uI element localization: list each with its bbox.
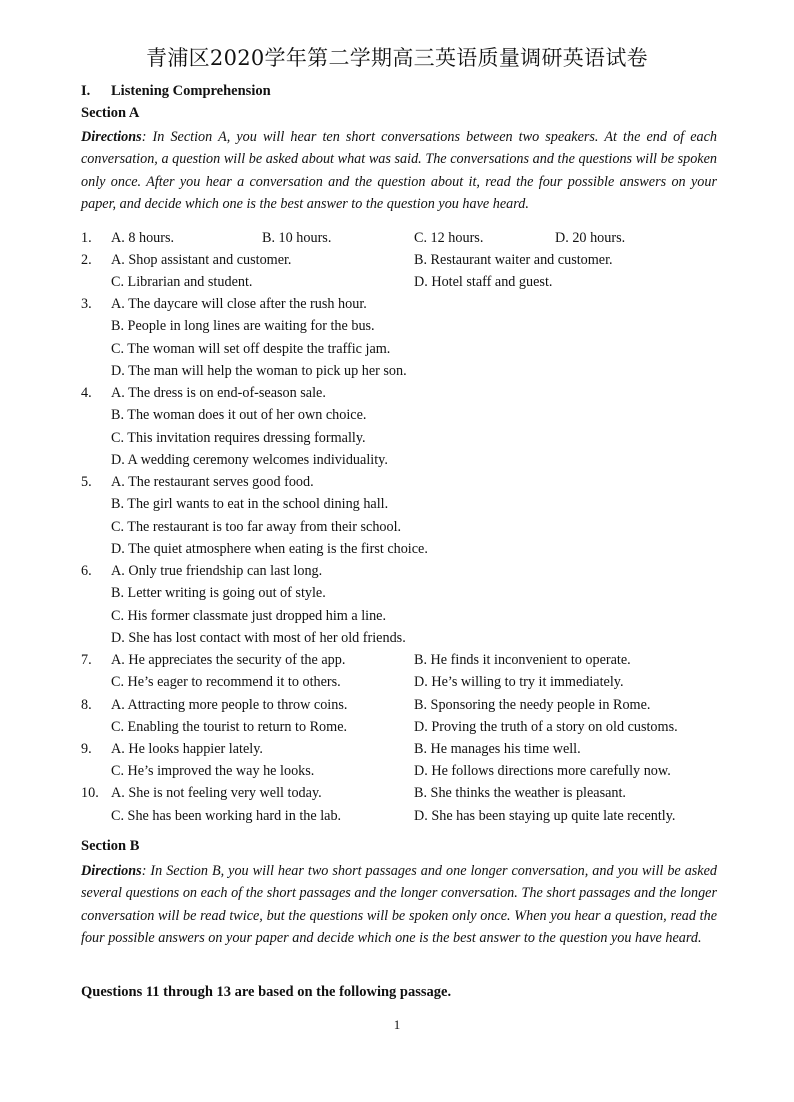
option-b: B. Letter writing is going out of style. bbox=[111, 585, 326, 601]
directions-text: : In Section B, you will hear two short passages and one longer conversation, and you will be asked several questions on each of the short passages and the longer conversation. The short passages and the longer conversation will be read twice, but the questions will be spoken only once. When you hear a question, read the four possible answers on your paper and decide which one is the best answer to the question you have heard. bbox=[81, 863, 717, 947]
option-b: B. The woman does it out of her own choice. bbox=[111, 407, 367, 423]
option-c: C. She has been working hard in the lab. bbox=[111, 808, 342, 824]
option-c: C. The woman will set off despite the traffic jam. bbox=[111, 341, 391, 357]
option-d: D. She has lost contact with most of her old friends. bbox=[111, 630, 406, 646]
passage-prompt: Questions 11 through 13 are based on the following passage. bbox=[81, 984, 452, 1000]
directions-text: : In Section A, you will hear ten short conversations between two speakers. At the end of each conversation, a question will be asked about what was said. The conversations and the questions will be spoken only once. After you hear a conversation and the question about it, read the four possible answers on your paper, and decide which one is the best answer to the question you have heard. bbox=[81, 129, 717, 213]
option-b: B. He finds it inconvenient to operate. bbox=[414, 652, 631, 668]
option-a: A. He looks happier lately. bbox=[111, 741, 263, 757]
option-c: C. This invitation requires dressing formally. bbox=[111, 430, 366, 446]
option-a: A. Attracting more people to throw coins. bbox=[111, 697, 348, 713]
option-d: D. 20 hours. bbox=[555, 230, 626, 246]
option-c: C. Librarian and student. bbox=[111, 274, 253, 290]
option-b: B. Restaurant waiter and customer. bbox=[414, 252, 613, 268]
question-number: 4. bbox=[81, 385, 92, 401]
part-numeral: I. bbox=[81, 83, 91, 99]
option-b: B. 10 hours. bbox=[262, 230, 332, 246]
option-d: D. The quiet atmosphere when eating is the first choice. bbox=[111, 541, 428, 557]
option-a: A. The restaurant serves good food. bbox=[111, 474, 314, 490]
option-d: D. Hotel staff and guest. bbox=[414, 274, 553, 290]
option-b: B. People in long lines are waiting for the bus. bbox=[111, 318, 375, 334]
question-number: 5. bbox=[81, 474, 92, 490]
option-a: A. He appreciates the security of the app. bbox=[111, 652, 346, 668]
option-a: A. The daycare will close after the rush hour. bbox=[111, 296, 367, 312]
option-d: D. She has been staying up quite late recently. bbox=[414, 808, 676, 824]
option-b: B. The girl wants to eat in the school dining hall. bbox=[111, 496, 389, 512]
option-d: D. He follows directions more carefully now. bbox=[414, 763, 671, 779]
option-a: A. She is not feeling very well today. bbox=[111, 785, 322, 801]
question-number: 9. bbox=[81, 741, 92, 757]
page-number: 1 bbox=[393, 1017, 401, 1032]
question-number: 7. bbox=[81, 652, 92, 668]
option-a: A. The dress is on end-of-season sale. bbox=[111, 385, 326, 401]
option-d: D. The man will help the woman to pick up her son. bbox=[111, 363, 407, 379]
option-b: B. Sponsoring the needy people in Rome. bbox=[414, 697, 651, 713]
option-c: C. His former classmate just dropped him a line. bbox=[111, 608, 387, 624]
page-title: 青浦区2020学年第二学期高三英语质量调研英语试卷 bbox=[146, 46, 648, 70]
section-a-directions bbox=[81, 126, 717, 216]
section-a-heading: Section A bbox=[81, 105, 140, 121]
directions-label: Directions bbox=[81, 129, 142, 145]
question-number: 8. bbox=[81, 697, 92, 713]
part-title: Listening Comprehension bbox=[111, 83, 271, 99]
question-number: 3. bbox=[81, 296, 92, 312]
question-number: 2. bbox=[81, 252, 92, 268]
option-d: D. He’s willing to try it immediately. bbox=[414, 674, 624, 690]
option-b: B. He manages his time well. bbox=[414, 741, 581, 757]
option-c: C. 12 hours. bbox=[414, 230, 484, 246]
option-d: D. A wedding ceremony welcomes individuality. bbox=[111, 452, 388, 468]
option-c: C. He’s improved the way he looks. bbox=[111, 763, 315, 779]
option-a: A. Shop assistant and customer. bbox=[111, 252, 292, 268]
option-a: A. 8 hours. bbox=[111, 230, 175, 246]
section-b-heading: Section B bbox=[81, 838, 140, 854]
section-b-directions bbox=[81, 860, 717, 950]
question-number: 6. bbox=[81, 563, 92, 579]
question-number: 10. bbox=[81, 785, 99, 801]
question-number: 1. bbox=[81, 230, 92, 246]
option-c: C. Enabling the tourist to return to Rome. bbox=[111, 719, 348, 735]
option-a: A. Only true friendship can last long. bbox=[111, 563, 323, 579]
option-c: C. The restaurant is too far away from their school. bbox=[111, 519, 402, 535]
option-c: C. He’s eager to recommend it to others. bbox=[111, 674, 341, 690]
option-d: D. Proving the truth of a story on old customs. bbox=[414, 719, 678, 735]
option-b: B. She thinks the weather is pleasant. bbox=[414, 785, 626, 801]
directions-label: Directions bbox=[81, 863, 142, 879]
